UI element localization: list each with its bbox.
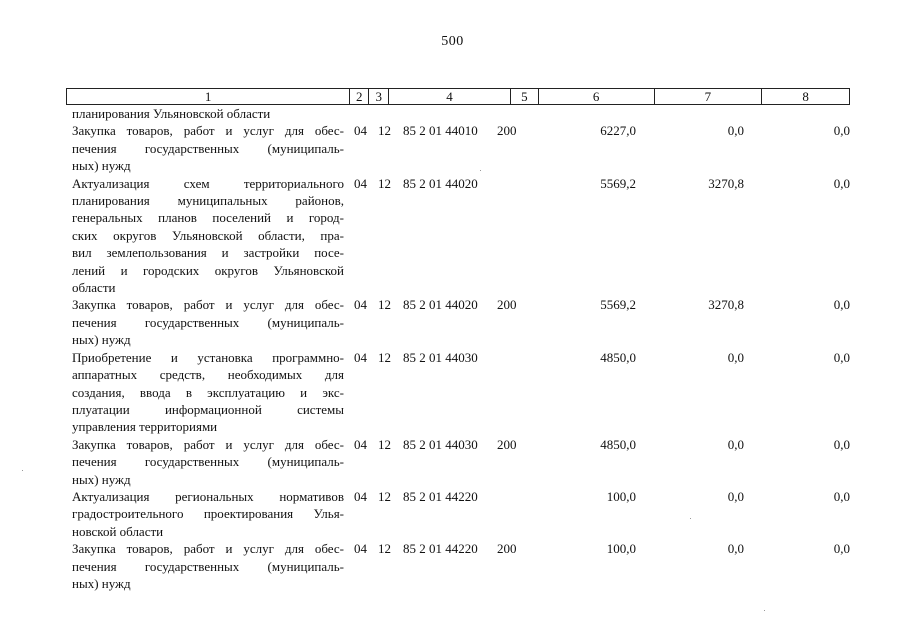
description-line: Актуализация схем территориального <box>72 175 344 191</box>
description-line: ных) нужд <box>72 332 131 348</box>
amount-col-7: 0,0 <box>727 488 744 504</box>
description-line: новской области <box>72 523 164 539</box>
subsection-code: 12 <box>378 123 391 139</box>
section-code: 04 <box>354 175 367 191</box>
description-line: Закупка товаров, работ и услуг для обес- <box>72 297 344 313</box>
description-line: вил землепользования и застройки посе- <box>72 245 344 261</box>
amount-col-6: 6227,0 <box>600 123 636 139</box>
table-row <box>72 436 862 488</box>
header-col-6: 6 <box>539 89 655 104</box>
row-description <box>72 436 344 488</box>
scan-speck <box>480 170 481 171</box>
header-col-5: 5 <box>511 89 539 104</box>
row-description <box>72 540 344 592</box>
header-col-7: 7 <box>655 89 763 104</box>
target-article-code: 85 2 01 44020 <box>403 175 478 191</box>
table-header <box>66 88 850 105</box>
amount-col-6: 100,0 <box>606 488 636 504</box>
subsection-code: 12 <box>378 349 391 365</box>
section-code: 04 <box>354 297 367 313</box>
section-code: 04 <box>354 436 367 452</box>
description-line: Закупка товаров, работ и услуг для обес- <box>72 436 344 452</box>
subsection-code: 12 <box>378 541 391 557</box>
section-code: 04 <box>354 488 367 504</box>
description-line: генеральных планов поселений и город- <box>72 210 344 226</box>
scan-speck <box>764 610 765 611</box>
description-line: Закупка товаров, работ и услуг для обес- <box>72 541 344 557</box>
amount-col-7: 3270,8 <box>708 175 744 191</box>
scan-speck <box>22 470 23 471</box>
row-description <box>72 122 344 174</box>
description-line: планирования муниципальных районов, <box>72 193 344 209</box>
description-line: Закупка товаров, работ и услуг для обес- <box>72 123 344 139</box>
expense-type-code: 200 <box>497 436 517 452</box>
description-line: печения государственных (муниципаль- <box>72 558 344 574</box>
section-code: 04 <box>354 541 367 557</box>
target-article-code: 85 2 01 44020 <box>403 297 478 313</box>
amount-col-8: 0,0 <box>833 436 850 452</box>
amount-col-6: 5569,2 <box>600 297 636 313</box>
amount-col-8: 0,0 <box>833 541 850 557</box>
row-description <box>72 105 344 122</box>
table-row <box>72 175 862 297</box>
header-col-4: 4 <box>389 89 511 104</box>
subsection-code: 12 <box>378 175 391 191</box>
description-line: лений и городских округов Ульяновской <box>72 262 344 278</box>
description-line: плуатации информационной системы <box>72 401 344 417</box>
table-row <box>72 296 862 348</box>
amount-col-7: 0,0 <box>727 349 744 365</box>
description-line: управления территориями <box>72 419 218 435</box>
header-col-1: 1 <box>67 89 350 104</box>
description-line: области <box>72 280 116 296</box>
description-line: планирования Ульяновской области <box>72 106 271 121</box>
description-line: печения государственных (муниципаль- <box>72 140 344 156</box>
section-code: 04 <box>354 123 367 139</box>
header-col-8: 8 <box>802 89 809 104</box>
amount-col-6: 4850,0 <box>600 436 636 452</box>
expense-type-code: 200 <box>497 297 517 313</box>
row-description <box>72 488 344 540</box>
table-row <box>72 349 862 436</box>
amount-col-7: 0,0 <box>727 541 744 557</box>
header-col-2: 2 <box>350 89 369 104</box>
description-line: ных) нужд <box>72 158 131 174</box>
amount-col-7: 3270,8 <box>708 297 744 313</box>
amount-col-6: 5569,2 <box>600 175 636 191</box>
row-description <box>72 175 344 297</box>
description-line: печения государственных (муниципаль- <box>72 454 344 470</box>
target-article-code: 85 2 01 44220 <box>403 541 478 557</box>
page-number: 500 <box>441 34 464 49</box>
table-row <box>72 122 862 174</box>
table-body <box>72 105 862 592</box>
amount-col-7: 0,0 <box>727 436 744 452</box>
target-article-code: 85 2 01 44030 <box>403 349 478 365</box>
subsection-code: 12 <box>378 297 391 313</box>
amount-col-8: 0,0 <box>833 123 850 139</box>
amount-col-7: 0,0 <box>727 123 744 139</box>
subsection-code: 12 <box>378 436 391 452</box>
description-line: печения государственных (муниципаль- <box>72 314 344 330</box>
amount-col-6: 4850,0 <box>600 349 636 365</box>
description-line: Приобретение и установка программно- <box>72 349 344 365</box>
amount-col-8: 0,0 <box>833 175 850 191</box>
table-row <box>72 540 862 592</box>
row-description <box>72 349 344 436</box>
description-line: ных) нужд <box>72 575 131 591</box>
table-row <box>72 488 862 540</box>
description-line: создания, ввода в эксплуатацию и экс- <box>72 384 344 400</box>
description-line: Актуализация региональных нормативов <box>72 488 344 504</box>
description-line: градостроительного проектирования Улья- <box>72 506 344 522</box>
expense-type-code: 200 <box>497 123 517 139</box>
amount-col-8: 0,0 <box>833 349 850 365</box>
description-line: аппаратных средств, необходимых для <box>72 367 344 383</box>
scan-speck <box>690 518 691 519</box>
amount-col-8: 0,0 <box>833 488 850 504</box>
target-article-code: 85 2 01 44220 <box>403 488 478 504</box>
header-col-3: 3 <box>369 89 389 104</box>
table-row <box>72 105 862 122</box>
row-description <box>72 296 344 348</box>
subsection-code: 12 <box>378 488 391 504</box>
target-article-code: 85 2 01 44010 <box>403 123 478 139</box>
expense-type-code: 200 <box>497 541 517 557</box>
description-line: ских округов Ульяновской области, пра- <box>72 227 344 243</box>
target-article-code: 85 2 01 44030 <box>403 436 478 452</box>
amount-col-6: 100,0 <box>606 541 636 557</box>
section-code: 04 <box>354 349 367 365</box>
amount-col-8: 0,0 <box>833 297 850 313</box>
description-line: ных) нужд <box>72 471 131 487</box>
